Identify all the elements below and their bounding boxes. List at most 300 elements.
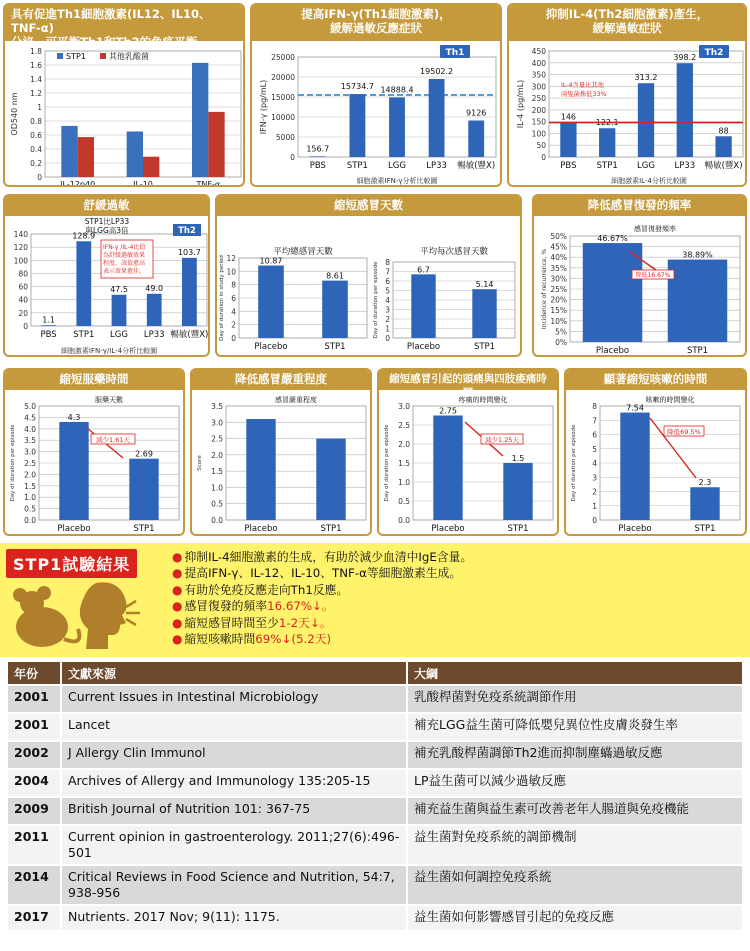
- data-label: 2.3: [698, 478, 712, 488]
- chart-panel-cough: [564, 368, 747, 536]
- y-tick-label: 0: [541, 153, 546, 162]
- y-tick-label: 0: [37, 173, 42, 182]
- bar: [143, 157, 159, 177]
- x-tick-label: Placebo: [57, 524, 91, 534]
- chart-caption: 細胞激素IFN-γ/IL-4分析比較圖: [60, 347, 158, 355]
- cell-outline: 益生菌如何影響感冒引起的免疫反應: [407, 905, 743, 931]
- chart-svg: [534, 196, 747, 357]
- chart-svg: [509, 5, 747, 187]
- y-axis-label: IFN-γ (pg/mL): [259, 79, 268, 135]
- data-label: 2.75: [439, 406, 457, 416]
- header-outline: 大綱: [407, 661, 743, 685]
- y-tick-label: 0.2: [30, 159, 42, 168]
- y-tick-label: 100: [531, 129, 546, 139]
- y-tick-label: 1: [37, 103, 42, 112]
- chart-caption: 細胞激素IFN-γ分析比較圖: [356, 177, 438, 185]
- legend-label: STP1: [66, 52, 86, 61]
- subtitle: 服藥天數: [95, 396, 123, 404]
- cell-source: J Allergy Clin Immunol: [61, 741, 407, 769]
- y-tick-label: 1.6: [30, 61, 42, 70]
- cell-source: British Journal of Nutrition 101: 367-75: [61, 797, 407, 825]
- data-label: 8.61: [326, 271, 344, 281]
- y-tick-label: 2.0: [211, 450, 223, 460]
- y-tick-label: 5: [385, 286, 390, 296]
- data-label: 14888.4: [380, 85, 414, 95]
- tag-text: Th2: [704, 48, 724, 58]
- y-axis-label: Day of duration per episode: [571, 424, 577, 502]
- legend-swatch: [57, 53, 63, 59]
- note-text: 表示效果愈佳。: [103, 268, 146, 275]
- y-axis-label: Day of duration in study period: [219, 255, 225, 341]
- y-tick-label: 50%: [550, 232, 567, 241]
- result-text: 縮短感冒時間至少: [184, 615, 279, 630]
- y-tick-label: 1.4: [30, 75, 42, 84]
- y-tick-label: 400: [531, 58, 546, 68]
- x-tick-label: LP33: [143, 330, 165, 340]
- reference-table: [6, 660, 744, 932]
- table-row: [7, 865, 743, 905]
- bar: [246, 419, 275, 520]
- y-tick-label: 3.5: [24, 436, 36, 446]
- x-tick-label: STP1: [596, 161, 618, 171]
- bar: [472, 289, 496, 338]
- x-tick-label: LP33: [674, 161, 696, 171]
- note-text: 降低69.5%: [667, 428, 701, 436]
- bar: [129, 459, 158, 520]
- bar: [690, 487, 719, 520]
- x-tick-label: STP1: [346, 161, 368, 171]
- annotation: IL-4含量比其他: [561, 82, 605, 89]
- data-label: 7.54: [626, 403, 644, 413]
- y-tick-label: 5%: [555, 327, 567, 337]
- mouse-icon: [13, 586, 79, 647]
- chart-svg: [566, 370, 747, 536]
- y-tick-label: 12: [226, 254, 236, 263]
- y-tick-label: 3.0: [24, 447, 36, 457]
- chart-svg: [5, 196, 210, 357]
- table-row: [7, 905, 743, 931]
- result-text: 提高IFN-γ、IL-12、IL-10、TNF-α等細胞激素生成。: [184, 566, 462, 581]
- y-tick-label: 0.4: [30, 145, 42, 154]
- x-tick-label: LGG: [110, 330, 128, 340]
- bar: [638, 83, 654, 157]
- bar: [147, 294, 162, 326]
- y-tick-label: 4.0: [24, 424, 36, 434]
- y-tick-label: 3.0: [398, 402, 410, 411]
- annotation: STP1比LP33: [84, 217, 130, 226]
- table-row: [7, 741, 743, 769]
- subtitle: 平均總感冒天數: [273, 247, 333, 257]
- subtitle: 咳嗽的時間變化: [645, 396, 695, 404]
- bar: [503, 463, 532, 520]
- y-tick-label: 2.5: [398, 421, 410, 430]
- y-tick-label: 0: [231, 334, 236, 343]
- y-tick-label: 0.5: [24, 504, 36, 514]
- subtitle: 疼痛的時間變化: [458, 396, 508, 404]
- data-label: 5.14: [475, 280, 494, 290]
- chart-caption: 細胞激素IL-4分析比較圖: [611, 177, 687, 185]
- x-tick-label: IL-10: [133, 180, 153, 189]
- data-label: 2.69: [135, 449, 153, 459]
- data-label: 88: [718, 126, 729, 136]
- y-tick-label: 0: [290, 153, 295, 162]
- x-tick-label: STP1: [73, 330, 95, 340]
- y-tick-label: 10000: [271, 113, 295, 122]
- mouse-and-cough-illustration: [4, 577, 144, 653]
- y-tick-label: 20000: [271, 73, 295, 82]
- tag-text: Th2: [178, 226, 196, 236]
- y-tick-label: 8: [231, 280, 236, 290]
- y-tick-label: 1.8: [30, 47, 42, 56]
- y-tick-label: 1.5: [211, 467, 223, 477]
- y-tick-label: 0: [23, 322, 28, 331]
- y-tick-label: 15000: [271, 93, 295, 102]
- bar: [192, 63, 208, 177]
- chart-title: 縮短感冒天數: [217, 196, 520, 216]
- y-tick-label: 0.8: [30, 117, 42, 126]
- y-tick-label: 50: [536, 141, 546, 151]
- note-text: 減少1.61天: [96, 436, 130, 444]
- cell-year: 2017: [7, 905, 61, 931]
- bar: [715, 136, 731, 157]
- cell-source: Nutrients. 2017 Nov; 9(11): 1175.: [61, 905, 407, 931]
- y-axis-label: Score: [197, 455, 203, 471]
- y-tick-label: 30%: [550, 274, 567, 284]
- data-label: 1.5: [511, 454, 525, 463]
- x-tick-label: Placebo: [431, 524, 465, 534]
- cell-outline: 乳酸桿菌對免疫系統調節作用: [407, 685, 743, 713]
- result-item: ● 有助於免疫反應走向Th1反應。: [172, 582, 349, 597]
- y-tick-label: 2.0: [24, 470, 36, 480]
- data-label: 49.0: [145, 283, 164, 293]
- cell-source: Current Issues in Intestinal Microbiology: [61, 685, 407, 713]
- y-tick-label: 1.0: [211, 483, 223, 493]
- cell-source: Lancet: [61, 713, 407, 741]
- data-label: 4.3: [67, 412, 81, 422]
- cell-outline: 益生菌如何調控免疫系統: [407, 865, 743, 905]
- y-tick-label: 2: [592, 487, 597, 497]
- y-tick-label: 6: [592, 430, 597, 440]
- result-item: ● 抑制IL-4細胞激素的生成，有助於減少血清中IgE含量。: [172, 550, 473, 564]
- results-badge: STP1試驗結果: [6, 549, 137, 578]
- y-tick-label: 25000: [271, 53, 295, 62]
- x-tick-label: STP1: [686, 346, 709, 356]
- table-header-row: [7, 661, 743, 685]
- bar: [677, 63, 693, 157]
- x-tick-label: LP33: [426, 161, 447, 171]
- chart-title: 舒緩過敏: [5, 196, 208, 216]
- y-tick-label: 1.0: [398, 478, 410, 487]
- y-tick-label: 7: [592, 416, 597, 426]
- results-band: [0, 543, 750, 657]
- data-label: 128.9: [72, 231, 96, 241]
- y-axis-label: IL-4 (pg/mL): [516, 79, 525, 129]
- subtitle: 平均每次感冒天數: [419, 247, 489, 257]
- data-label: 15734.7: [340, 82, 374, 92]
- y-tick-label: 1.0: [24, 493, 36, 503]
- y-tick-label: 0: [385, 334, 390, 343]
- y-tick-label: 0%: [555, 338, 567, 347]
- y-tick-label: 3: [592, 473, 597, 483]
- data-label: 19502.2: [420, 66, 454, 76]
- y-tick-label: 20%: [550, 295, 567, 305]
- y-tick-label: 5: [592, 444, 597, 454]
- y-tick-label: 350: [531, 70, 546, 80]
- table-row: [7, 713, 743, 741]
- chart-panel-il4: [507, 3, 747, 187]
- bar: [411, 274, 435, 338]
- y-tick-label: 40%: [550, 253, 567, 263]
- data-label: 398.2: [673, 53, 697, 63]
- cell-outline: LP益生菌可以減少過敏反應: [407, 769, 743, 797]
- chart-title: 縮短服藥時間: [5, 370, 183, 390]
- y-tick-label: 100: [13, 256, 28, 266]
- x-tick-label: Placebo: [406, 342, 441, 352]
- cell-outline: 補充益生菌與益生素可改善老年人腸道與免疫機能: [407, 797, 743, 825]
- data-label: 1.1: [42, 315, 55, 325]
- annotation: 與LGG高3倍: [85, 226, 129, 235]
- bar: [182, 258, 197, 326]
- x-tick-label: Placebo: [595, 346, 630, 356]
- y-tick-label: 0.5: [211, 499, 223, 509]
- x-tick-label: IL-12p40: [60, 180, 96, 189]
- cell-outline: 補充LGG益生菌可降低嬰兒異位性皮膚炎發生率: [407, 713, 743, 741]
- cell-year: 2011: [7, 825, 61, 865]
- bar: [310, 156, 326, 157]
- cell-source: Critical Reviews in Food Science and Nutrition, 54:7, 938-956: [61, 865, 407, 905]
- legend-swatch: [100, 53, 106, 59]
- data-label: 9126: [466, 108, 487, 118]
- y-tick-label: 4.5: [24, 413, 36, 423]
- y-tick-label: 150: [531, 117, 546, 127]
- y-tick-label: 8: [385, 258, 390, 267]
- table-row: [7, 769, 743, 797]
- chart-title: 降低感冒復發的頻率: [534, 196, 745, 216]
- subtitle: 感冒嚴重程度: [275, 396, 317, 404]
- title-line: 具有促進Th1細胞激素(IL12、IL10、TNF-α): [11, 7, 211, 35]
- chart-title: 顯著縮短咳嗽的時間: [566, 370, 745, 390]
- title-line: 緩解過敏反應症狀: [330, 21, 422, 35]
- chart-svg: [379, 370, 559, 536]
- y-tick-label: 5000: [275, 133, 295, 142]
- data-label: 38.89%: [682, 250, 713, 260]
- y-tick-label: 0.0: [211, 516, 223, 525]
- x-tick-label: Placebo: [254, 342, 288, 352]
- bar: [316, 439, 345, 520]
- x-tick-label: PBS: [560, 161, 577, 171]
- y-tick-label: 5.0: [24, 402, 36, 411]
- note-text: IFN-γ /IL-4比值: [103, 244, 146, 251]
- x-tick-label: PBS: [309, 161, 326, 171]
- y-tick-label: 3.0: [211, 418, 223, 428]
- chart-panel-cold-days: [215, 194, 522, 357]
- y-tick-label: 20: [18, 308, 28, 318]
- chart-svg: [252, 5, 502, 187]
- cell-year: 2002: [7, 741, 61, 769]
- bar: [322, 281, 348, 338]
- cell-year: 2004: [7, 769, 61, 797]
- y-tick-label: 2.5: [211, 434, 223, 444]
- x-tick-label: STP1: [473, 342, 496, 352]
- chart-svg: [217, 196, 522, 357]
- result-item: ● 縮短咳嗽時間69%↓(5.2天): [172, 632, 332, 647]
- y-tick-label: 6: [231, 294, 236, 303]
- y-tick-label: 450: [531, 47, 546, 56]
- y-tick-label: 0: [592, 516, 597, 525]
- cell-year: 2014: [7, 865, 61, 905]
- y-tick-label: 40: [18, 295, 28, 305]
- chart-panel-pain: [377, 368, 559, 536]
- data-label: 47.5: [110, 284, 128, 294]
- title-line: 緩解過敏症狀: [592, 21, 662, 35]
- cell-year: 2009: [7, 797, 61, 825]
- title-line: 提高IFN-γ(Th1細胞激素)，: [301, 7, 451, 21]
- result-text: 縮短咳嗽時間: [184, 632, 256, 647]
- x-tick-label: Placebo: [244, 524, 278, 534]
- result-text: 有助於免疫反應走向Th1反應。: [184, 582, 349, 597]
- bar: [389, 97, 405, 157]
- y-tick-label: 1.2: [30, 89, 42, 98]
- x-tick-label: LGG: [388, 161, 406, 171]
- chart-title: 縮短感冒引起的頭痛與四肢痠痛時間: [379, 370, 557, 390]
- chart-panel-severity: [190, 368, 372, 536]
- coughing-person-icon: [80, 582, 140, 649]
- chart-panel-recurrence: [532, 194, 747, 357]
- x-tick-label: STP1: [133, 524, 155, 534]
- bar: [61, 126, 77, 177]
- y-tick-label: 10%: [550, 316, 567, 326]
- y-tick-label: 2.5: [24, 459, 36, 468]
- y-tick-label: 60: [18, 282, 28, 292]
- results-list: [172, 549, 742, 647]
- chart-svg: [192, 370, 372, 536]
- x-tick-label: STP1: [324, 342, 346, 352]
- chart-panel-ifn: [250, 3, 502, 187]
- y-tick-label: 25%: [550, 285, 567, 294]
- note-text: 減少1.25天: [485, 436, 519, 444]
- y-tick-label: 200: [531, 105, 546, 115]
- bar: [583, 243, 643, 342]
- y-tick-label: 300: [531, 82, 546, 92]
- data-label: 146: [560, 112, 577, 122]
- y-tick-label: 250: [531, 94, 546, 104]
- table-row: [7, 685, 743, 713]
- result-text: 感冒復發的頻率: [184, 599, 268, 614]
- y-tick-label: 8: [592, 402, 597, 411]
- x-tick-label: 暢敏(豐X): [704, 161, 743, 171]
- y-tick-label: 2: [231, 320, 236, 330]
- title-line: 抑制IL-4(Th2細胞激素)產生，: [545, 7, 709, 21]
- legend-label: 其他乳酸菌: [109, 52, 149, 61]
- result-highlight: 16.67%↓。: [267, 599, 334, 614]
- y-tick-label: 4: [385, 296, 390, 305]
- y-tick-label: 3: [385, 305, 390, 315]
- bar: [112, 295, 127, 326]
- y-tick-label: 0.6: [30, 131, 42, 140]
- result-highlight: 69%↓(5.2天): [255, 632, 332, 647]
- note-text: 為舒緩過敏效果: [103, 252, 146, 259]
- y-tick-label: 0.0: [398, 516, 410, 525]
- bar: [599, 128, 615, 157]
- chart-svg: [5, 370, 185, 536]
- x-tick-label: STP1: [694, 524, 716, 534]
- y-axis-label: Day of duration per episode: [10, 424, 16, 502]
- bar: [349, 94, 365, 157]
- y-tick-label: 15%: [550, 306, 567, 316]
- y-tick-label: 2.0: [398, 440, 410, 449]
- y-tick-label: 3.5: [211, 402, 223, 411]
- y-tick-label: 120: [13, 243, 28, 253]
- annotation: 兩隻菌株低33%: [561, 91, 607, 98]
- tag-text: Th1: [445, 48, 465, 58]
- table-row: [7, 825, 743, 865]
- x-tick-label: TNF-α: [196, 180, 221, 189]
- bar: [620, 413, 649, 520]
- bar: [208, 112, 224, 177]
- bar: [41, 325, 56, 326]
- result-item: ● 縮短感冒時間至少1-2天↓。: [172, 615, 332, 630]
- data-label: 10.87: [259, 256, 283, 266]
- x-tick-label: LGG: [637, 161, 655, 171]
- note-text: 程度，該值愈高: [103, 260, 146, 267]
- y-axis-label: Incidence of recurrence, %: [541, 248, 548, 330]
- y-axis-label: OD540 nm: [10, 92, 19, 136]
- y-tick-label: 1.5: [398, 459, 410, 468]
- result-text: 抑制IL-4細胞激素的生成，有助於減少血清中IgE含量。: [184, 550, 473, 564]
- bar: [429, 79, 445, 157]
- result-item: ● 提高IFN-γ、IL-12、IL-10、TNF-α等細胞激素生成。: [172, 566, 462, 581]
- y-tick-label: 140: [13, 230, 28, 239]
- x-tick-label: Placebo: [618, 524, 652, 534]
- note-text: 降低16.67%: [635, 272, 671, 279]
- y-tick-label: 80: [18, 269, 28, 279]
- bar: [258, 266, 284, 338]
- bar: [468, 120, 484, 157]
- y-tick-label: 35%: [550, 263, 567, 273]
- cell-source: Current opinion in gastroenterology. 2011;27(6):496-501: [61, 825, 407, 865]
- y-tick-label: 1.5: [24, 481, 36, 491]
- title-line: 分泌，可平衡Th1和Th2的免疫平衡: [11, 35, 198, 49]
- y-tick-label: 4: [592, 459, 597, 468]
- bar: [59, 422, 88, 520]
- data-label: 6.7: [417, 265, 430, 275]
- data-label: 313.2: [634, 73, 658, 83]
- result-item: ● 感冒復發的頻率16.67%↓。: [172, 599, 334, 614]
- cell-outline: 益生菌對免疫系統的調節機制: [407, 825, 743, 865]
- y-tick-label: 4: [231, 307, 236, 317]
- y-tick-label: 2: [385, 315, 390, 324]
- header-source: 文獻來源: [61, 661, 407, 685]
- chart-panel-allergy-relief: [3, 194, 210, 357]
- y-axis-label: Day of duration per episode: [373, 261, 379, 339]
- y-tick-label: 0.0: [24, 516, 36, 525]
- data-label: 156.7: [306, 144, 330, 154]
- bar: [560, 123, 576, 157]
- cell-source: Archives of Allergy and Immunology 135:205-15: [61, 769, 407, 797]
- y-tick-label: 7: [385, 267, 390, 277]
- bar: [668, 260, 728, 342]
- y-tick-label: 1: [385, 324, 390, 334]
- chart-panel-th1-cytokines: [3, 3, 245, 187]
- y-axis-label: Day of duration per episode: [384, 424, 390, 502]
- header-year: 年份: [7, 661, 61, 685]
- cell-outline: 補充乳酸桿菌調節Th2進而抑制塵蟎過敏反應: [407, 741, 743, 769]
- chart-svg: [5, 5, 245, 187]
- cell-year: 2001: [7, 713, 61, 741]
- y-tick-label: 10: [226, 267, 236, 277]
- y-tick-label: 45%: [550, 242, 567, 252]
- y-tick-label: 1: [592, 501, 597, 511]
